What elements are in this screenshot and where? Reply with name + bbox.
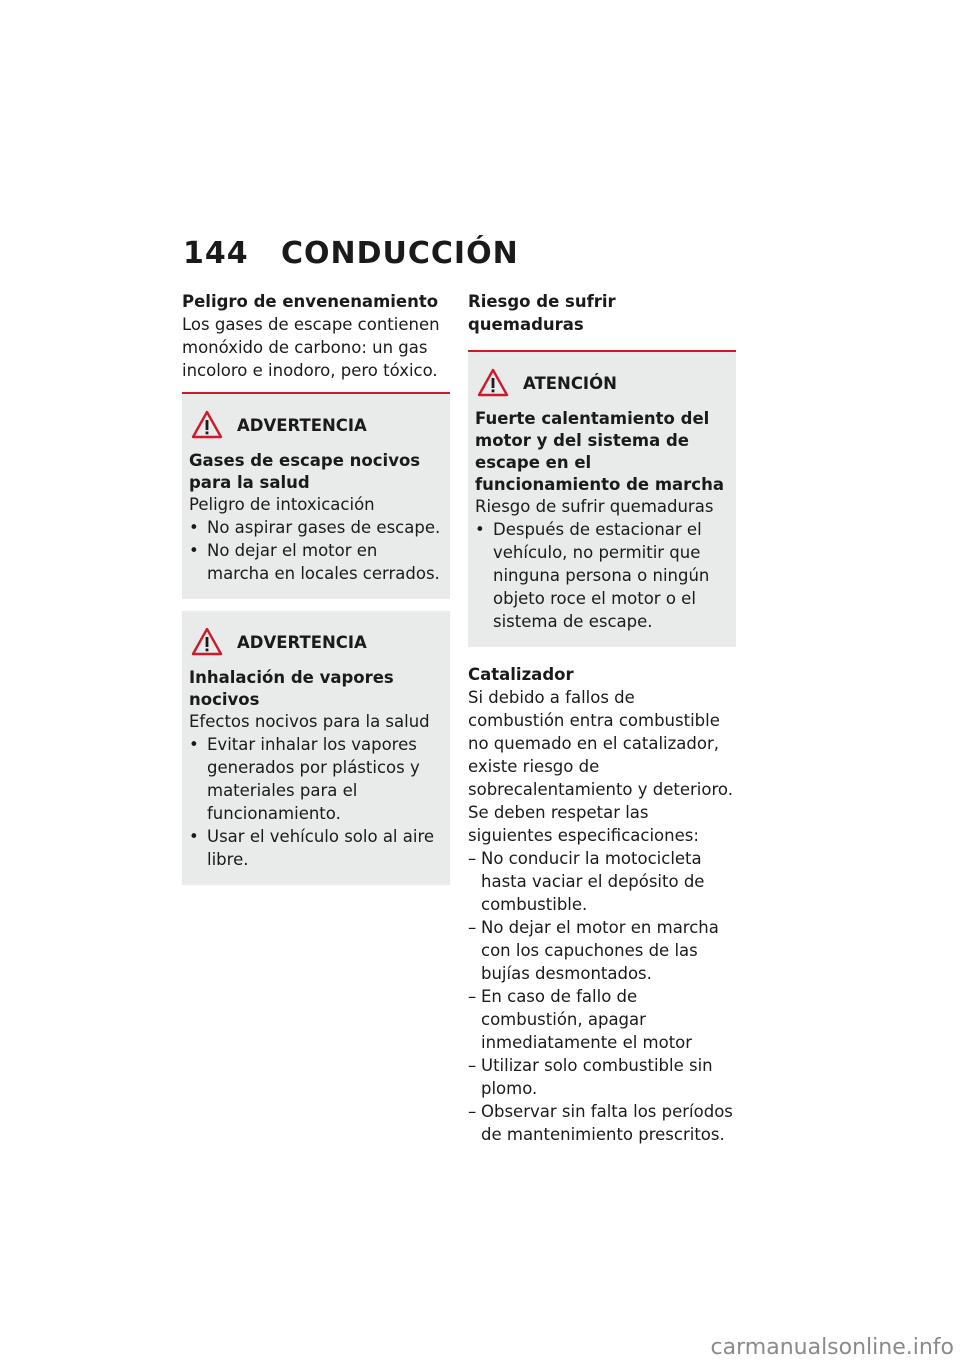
- section-heading-burns: Riesgo de sufrir quemaduras: [468, 292, 616, 334]
- list-item: • Usar el vehículo solo al aire libre.: [189, 827, 435, 869]
- bullet-mark: •: [189, 735, 199, 754]
- bullet-mark: •: [189, 541, 199, 560]
- warning-title: Gases de escape nocivos para la salud: [189, 451, 421, 492]
- list-item: – En caso de fallo de combustión, apagar inmediatamente el motor: [468, 987, 693, 1052]
- warning-list: [189, 516, 443, 585]
- list-item: • Evitar inhalar los vapores generados por plásticos y materiales para el funcionamiento.: [189, 735, 420, 823]
- list-item: • Después de estacionar el vehículo, no permitir que ninguna persona o ningún objeto roce el motor o el sistema de escape.: [475, 520, 710, 631]
- right-column: [468, 290, 736, 1146]
- list-item: • No aspirar gases de escape.: [189, 518, 441, 537]
- list-item: – Observar sin falta los períodos de mantenimiento prescritos.: [468, 1102, 733, 1144]
- warning-triangle-icon: [477, 367, 509, 399]
- warning-box: [182, 611, 450, 885]
- warning-text: Efectos nocivos para la salud: [189, 712, 430, 731]
- list-item: • No dejar el motor en marcha en locales cerrados.: [189, 541, 440, 583]
- chapter-title: CONDUCCIÓN: [281, 236, 519, 271]
- warning-label: ADVERTENCIA: [237, 632, 367, 652]
- warning-list: [189, 733, 443, 871]
- list-item: – No conducir la motocicleta hasta vaciar el depósito de combustible.: [468, 849, 705, 914]
- catalyst-text: Si debido a fallos de combustión entra combustible no quemado en el catalizador, existe riesgo de sobrecalentamiento y deterioro.: [468, 688, 733, 799]
- bullet-mark: •: [189, 518, 199, 537]
- dash-mark: –: [468, 918, 477, 937]
- warning-triangle-icon: [191, 626, 223, 658]
- section-heading-poisoning: Peligro de envenenamiento: [182, 292, 439, 311]
- left-column: [182, 290, 450, 885]
- bullet-mark: •: [189, 827, 199, 846]
- dash-mark: –: [468, 1102, 477, 1121]
- warning-title: Inhalación de vapores nocivos: [189, 668, 394, 709]
- warning-header: [189, 625, 443, 659]
- warning-triangle-icon: [191, 409, 223, 441]
- dash-mark: –: [468, 849, 477, 868]
- watermark: carmanualsonline.info: [710, 1335, 954, 1360]
- warning-header: [189, 408, 443, 442]
- section-heading-catalyst: Catalizador: [468, 665, 574, 684]
- caution-label: ATENCIÓN: [523, 373, 617, 393]
- warning-box: [182, 392, 450, 599]
- list-item: – No dejar el motor en marcha con los capuchones de las bujías desmontados.: [468, 918, 719, 983]
- caution-text: Riesgo de sufrir quemaduras: [475, 497, 714, 516]
- caution-list: [475, 518, 729, 633]
- warning-label: ADVERTENCIA: [237, 415, 367, 435]
- catalyst-intro: Se deben respetar las siguientes especificaciones:: [468, 803, 699, 845]
- dash-mark: –: [468, 1056, 477, 1075]
- bullet-mark: •: [475, 520, 485, 539]
- list-item: – Utilizar solo combustible sin plomo.: [468, 1056, 713, 1098]
- section-text-poisoning: Los gases de escape contienen monóxido de carbono: un gas incoloro e inodoro, pero tóxico.: [182, 315, 440, 380]
- caution-box: [468, 350, 736, 647]
- dash-mark: –: [468, 987, 477, 1006]
- catalyst-list: [468, 847, 736, 1146]
- caution-header: [475, 366, 729, 400]
- warning-text: Peligro de intoxicación: [189, 495, 375, 514]
- page-number: 144: [183, 236, 249, 271]
- caution-title: Fuerte calentamiento del motor y del sistema de escape en el funcionamiento de marcha: [475, 409, 724, 494]
